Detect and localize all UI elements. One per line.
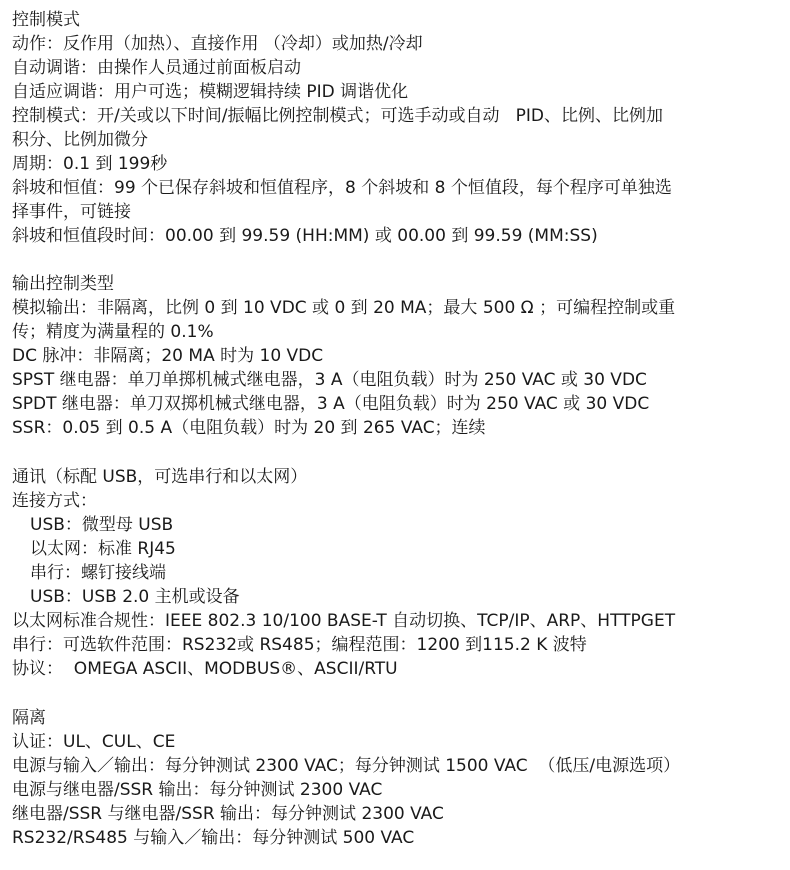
spec-line: RS232/RS485 与输入／输出：每分钟测试 500 VAC (12, 828, 415, 848)
spec-line: 认证：UL、CUL、CE (12, 732, 176, 752)
spec-line: 继电器/SSR 与继电器/SSR 输出：每分钟测试 2300 VAC (12, 804, 444, 824)
connection-item: 串行：螺钉接线端 (30, 563, 166, 583)
spec-line: 电源与继电器/SSR 输出：每分钟测试 2300 VAC (12, 780, 383, 800)
spec-line: 传；精度为满量程的 0.1% (12, 322, 214, 342)
spec-line: 串行：可选软件范围：RS232或 RS485；编程范围：1200 到115.2 K 波特 (12, 635, 587, 655)
spec-line: 模拟输出：非隔离，比例 0 到 10 VDC 或 0 到 20 MA；最大 500 Ω ；可编程控制或重 (12, 298, 676, 318)
spec-line: 连接方式： (12, 491, 97, 511)
connection-item: 以太网：标准 RJ45 (30, 539, 176, 559)
spec-line: SPDT 继电器：单刀双掷机械式继电器，3 A（电阻负载）时为 250 VAC 或 30 VDC (12, 394, 650, 414)
spec-line: 动作：反作用（加热）、直接作用 （冷却）或加热/冷却 (12, 34, 423, 54)
spec-line: 择事件，可链接 (12, 202, 131, 222)
spec-line: 自动调谐：由操作人员通过前面板启动 (12, 58, 301, 78)
section-title-communication: 通讯（标配 USB，可选串行和以太网） (12, 467, 308, 487)
section-title-output-types: 输出控制类型 (12, 274, 114, 294)
spec-line: 周期：0.1 到 199秒 (12, 154, 168, 174)
spec-line: 积分、比例加微分 (12, 130, 148, 150)
spec-line: 斜坡和恒值：99 个已保存斜坡和恒值程序，8 个斜坡和 8 个恒值段，每个程序可单独选 (12, 178, 672, 198)
spec-line: 以太网标准合规性：IEEE 802.3 10/100 BASE-T 自动切换、TCP/IP、ARP、HTTPGET (12, 611, 676, 631)
spec-line: 自适应调谐：用户可选；模糊逻辑持续 PID 调谐优化 (12, 82, 409, 102)
spec-line: 电源与输入／输出：每分钟测试 2300 VAC；每分钟测试 1500 VAC （低压/电源选项） (12, 756, 681, 776)
spec-line: DC 脉冲：非隔离；20 MA 时为 10 VDC (12, 346, 324, 366)
spec-line: 控制模式：开/关或以下时间/振幅比例控制模式；可选手动或自动 PID、比例、比例加 (12, 106, 664, 126)
section-title-isolation: 隔离 (12, 708, 46, 728)
spec-line: SSR：0.05 到 0.5 A（电阻负载）时为 20 到 265 VAC；连续 (12, 418, 486, 438)
connection-item: USB：微型母 USB (30, 515, 174, 535)
spec-line: 斜坡和恒值段时间：00.00 到 99.59 (HH:MM) 或 00.00 到 99.59 (MM:SS) (12, 226, 598, 246)
spec-line: SPST 继电器：单刀单掷机械式继电器，3 A（电阻负载）时为 250 VAC 或 30 VDC (12, 370, 647, 390)
section-title-control-mode: 控制模式 (12, 10, 80, 30)
spec-line: 协议： OMEGA ASCII、MODBUS®、ASCII/RTU (12, 659, 398, 679)
connection-item: USB：USB 2.0 主机或设备 (30, 587, 240, 607)
